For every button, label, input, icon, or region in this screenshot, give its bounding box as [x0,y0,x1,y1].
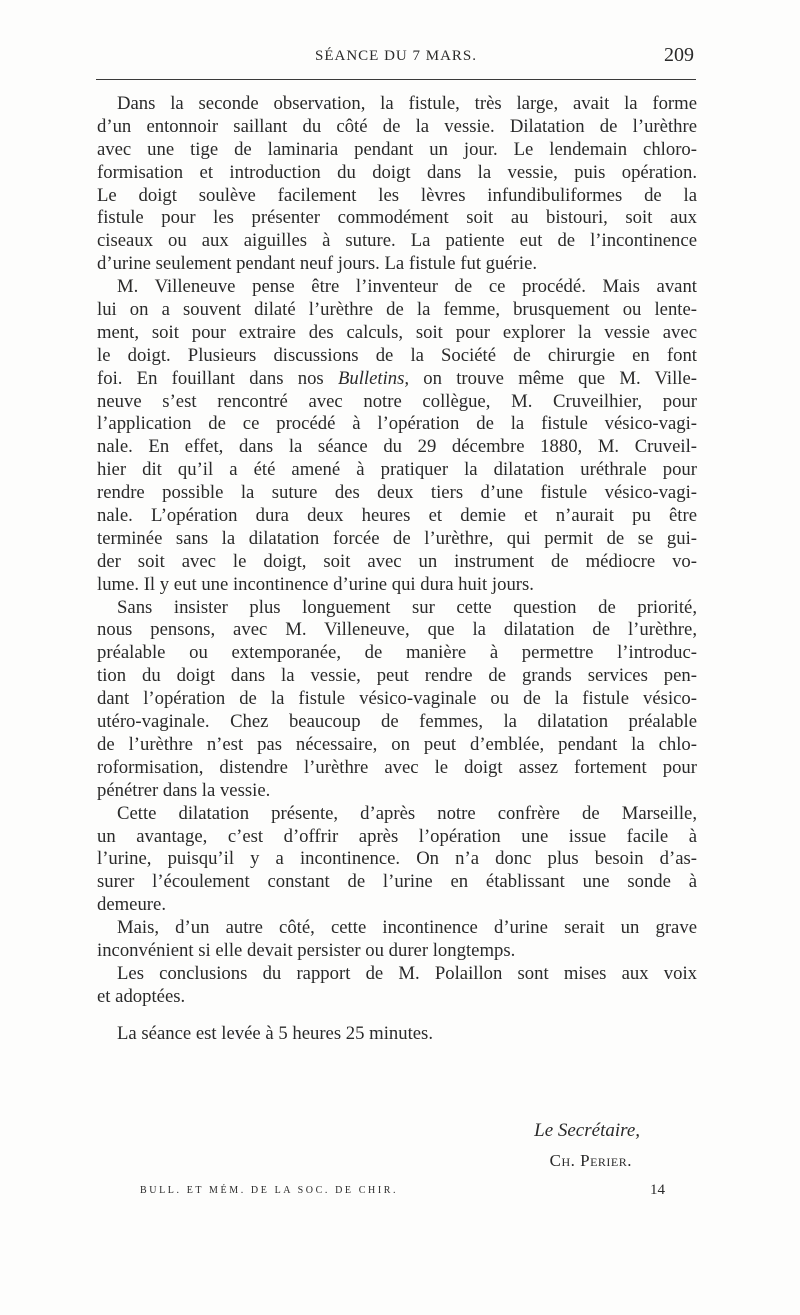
text-line: avec une tige de laminaria pendant un jour. Le lendemain chloro- [97,138,697,160]
text-line: Cette dilatation présente, d’après notre confrère de Marseille, [117,802,697,824]
text-line: Mais, d’un autre côté, cette incontinence d’urine serait un grave [117,917,697,939]
text-line: l’application de ce procédé à l’opération de la fistule vésico-vagi- [97,413,697,435]
text-line: lui on a souvent dilaté l’urèthre de la femme, brusquement ou lente- [97,299,697,321]
text-line: surer l’écoulement constant de l’urine en établissant une sonde à [97,871,697,893]
page-number: 209 [664,44,694,66]
text-line: inconvénient si elle devait persister ou durer longtemps. [97,939,516,961]
text-line: Le doigt soulève facilement les lèvres infundibuliformes de la [97,184,697,206]
body-text [97,93,697,1046]
signature-mark: 14 [650,1182,665,1198]
text-line: de l’urèthre n’est pas nécessaire, on peut d’emblée, pendant la chlo- [97,733,697,755]
text-line: Les conclusions du rapport de M. Polaillon sont mises aux voix [117,962,697,984]
text-line: roformisation, distendre l’urèthre avec le doigt assez fortement pour [97,756,697,778]
paragraph-gap [97,1009,697,1023]
page-footer [140,1182,665,1205]
text-line: d’urine seulement pendant neuf jours. La fistule fut guérie. [97,253,538,275]
text-line: foi. En fouillant dans nos Bulletins, on trouve même que M. Ville- [97,367,697,389]
text-line: et adoptées. [97,985,186,1007]
text-line: fistule pour les présenter commodément soit au bistouri, soit aux [97,207,697,229]
text-line: demeure. [97,894,167,916]
signature-name: Ch. Perier. [549,1151,632,1170]
text-line: der soit avec le doigt, soit avec un instrument de médiocre vo- [97,550,697,572]
text-line: Sans insister plus longuement sur cette question de priorité, [117,596,697,618]
italic-bulletins: Bulletins, [337,367,410,389]
signature-role: Le Secrétaire, [534,1120,640,1141]
running-head [96,44,696,74]
text-line: nous pensons, avec M. Villeneuve, que la dilatation de l’urèthre, [97,619,697,641]
text-line: d’un entonnoir saillant du côté de la vessie. Dilatation de l’urèthre [97,115,697,137]
running-title: SÉANCE DU 7 MARS. [314,48,478,64]
text-line: nale. En effet, dans la séance du 29 décembre 1880, M. Cruveil- [97,436,697,458]
text-line: hier dit qu’il a été amené à pratiquer la dilatation uréthrale pour [97,459,697,481]
text-line: le doigt. Plusieurs discussions de la Société de chirurgie en font [97,344,697,366]
text-line: nale. L’opération dura deux heures et demie et n’aurait pu être [97,505,697,527]
text-line: utéro-vaginale. Chez beaucoup de femmes, la dilatation préalable [97,711,697,733]
header-rule [96,79,696,80]
text-line: ciseaux ou aux aiguilles à suture. La patiente eut de l’incontinence [97,230,697,252]
text-line: Dans la seconde observation, la fistule, très large, avait la forme [117,93,697,114]
text-line: terminée sans la dilatation forcée de l’urèthre, qui permit de se gui- [97,527,697,549]
text-line: préalable ou extemporanée, de manière à permettre l’introduc- [97,642,697,664]
text-line: ment, soit pour extraire des calculs, soit pour explorer la vessie avec [97,321,697,343]
text-line: dant l’opération de la fistule vésico-vaginale ou de la fistule vésico- [97,688,697,710]
text-line: l’urine, puisqu’il y a incontinence. On n’a donc plus besoin d’as- [97,848,697,870]
text-line: formisation et introduction du doigt dans la vessie, puis opération. [97,161,697,183]
text-line: La séance est levée à 5 heures 25 minutes. [117,1022,433,1044]
text-line: M. Villeneuve pense être l’inventeur de ce procédé. Mais avant [117,276,697,298]
text-line: rendre possible la suture des deux tiers d’une fistule vésico-vagi- [97,482,697,504]
footer-journal: BULL. ET MÉM. DE LA SOC. DE CHIR. [140,1185,399,1196]
text-line: pénétrer dans la vessie. [97,779,271,801]
text-line: tion du doigt dans la vessie, peut rendre de grands services pen- [97,665,697,687]
text-line: un avantage, c’est d’offrir après l’opération une issue facile à [97,825,697,847]
text-line: lume. Il y eut une incontinence d’urine qui dura huit jours. [97,573,534,595]
text-line: neuve s’est rencontré avec notre collègue, M. Cruveilhier, pour [97,390,697,412]
